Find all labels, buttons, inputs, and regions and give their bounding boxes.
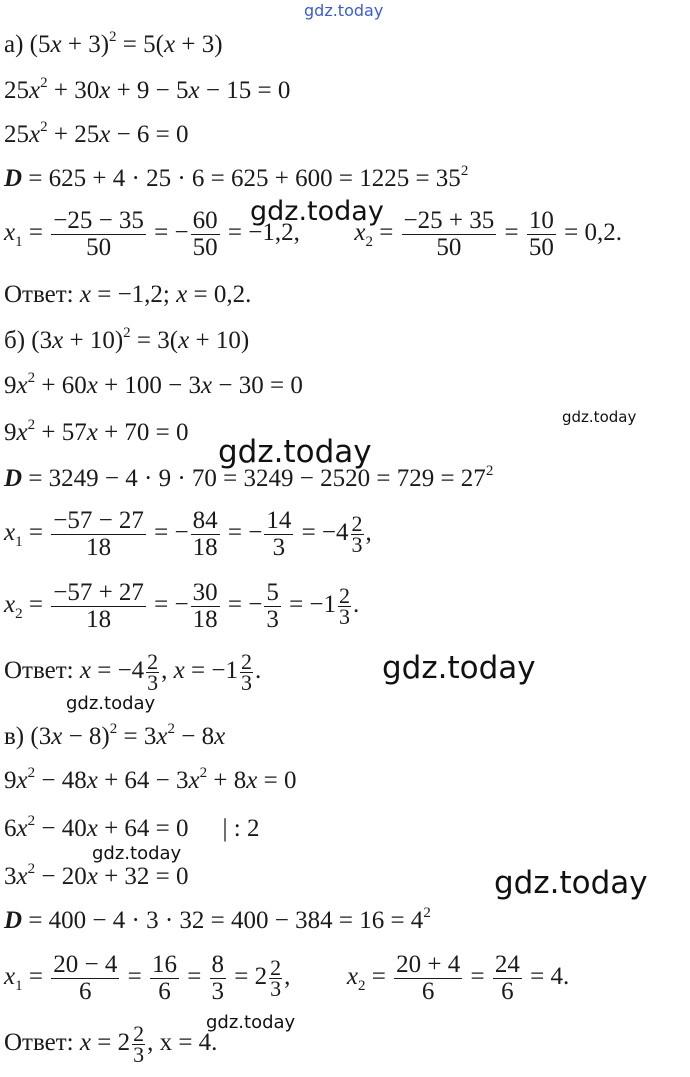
mixed-fraction: $\frac{2}{3}$ [133, 1021, 145, 1067]
fraction: $\frac{-25 + 35}{50}$ [403, 207, 495, 261]
fraction: $\frac{16}{6}$ [151, 951, 177, 1005]
part-v-answer: Ответ: x = 2 $\frac{2}{3}$ , x = 4. [4, 1021, 218, 1067]
part-a-discriminant: $D = 625 + 4 \cdot 25 \cdot 6 = 625 + 600 = 1225 = 35^2$ [4, 163, 469, 192]
watermark: gdz.today [382, 650, 536, 686]
mixed-fraction: $\frac{2}{3}$ [240, 649, 252, 695]
watermark: gdz.today [66, 693, 156, 714]
part-b-root1: $x_1$ = $\frac{-57 - 27}{18}$ = − $\frac{84}{18}$ = − $\frac{14}{3}$ = −4 $\frac{2}{3}$ , [4, 507, 372, 561]
part-v-step2: $6x^2 - 40x + 64 = 0$ | : 2 [4, 813, 260, 842]
fraction: $\frac{-25 - 35}{50}$ [53, 207, 144, 261]
watermark: gdz.today [218, 434, 372, 470]
part-a-step2: $25x^2 + 25x - 6 = 0$ [4, 119, 189, 148]
part-b-root2: $x_2$ = $\frac{-57 + 27}{18}$ = − $\frac{30}{18}$ = − $\frac{5}{3}$ = −1 $\frac{2}{3}$ . [4, 579, 360, 633]
part-a-step1: $25x^2 + 30x + 9 - 5x - 15 = 0$ [4, 75, 291, 104]
fraction: $\frac{14}{3}$ [266, 507, 292, 561]
part-v-roots: $x_1$ = $\frac{20 - 4}{6}$ = $\frac{16}{6}$ = $\frac{8}{3}$ = 2 $\frac{2}{3}$ , $x_2$ = $\frac{20 + 4}{6}$ = $\frac{24}{6}$ = 4. [4, 951, 570, 1005]
fraction: $\frac{60}{50}$ [192, 207, 218, 261]
mixed-fraction: $\frac{2}{3}$ [270, 955, 282, 1001]
part-v-step1: $9x^2 - 48x + 64 - 3x^2 + 8x = 0$ [4, 765, 297, 794]
mixed-fraction: $\frac{2}{3}$ [351, 511, 363, 557]
watermark: gdz.today [562, 408, 637, 426]
mixed-fraction: $\frac{2}{3}$ [147, 649, 159, 695]
watermark: gdz.today [92, 843, 182, 864]
mixed-fraction: $\frac{2}{3}$ [339, 583, 351, 629]
part-a-equation: а) $(5x + 3)^2 = 5(x + 3)$ [4, 29, 223, 58]
watermark: gdz.today [206, 1012, 296, 1033]
fraction: $\frac{-57 - 27}{18}$ [53, 507, 144, 561]
fraction: $\frac{30}{18}$ [192, 579, 218, 633]
divide-note: | : 2 [222, 815, 260, 842]
part-v-equation: в) $(3x - 8)^2 = 3x^2 - 8x$ [4, 721, 226, 750]
part-b-discriminant: $D = 3249 - 4 \cdot 9 \cdot 70 = 3249 - 2520 = 729 = 27^2$ [4, 463, 494, 492]
part-b-step1: $9x^2 + 60x + 100 - 3x - 30 = 0$ [4, 370, 303, 399]
fraction: $\frac{20 + 4}{6}$ [396, 951, 461, 1005]
part-b-step2: $9x^2 + 57x + 70 = 0$ [4, 417, 189, 446]
watermark: gdz.today [304, 1, 384, 20]
watermark: gdz.today [250, 196, 384, 227]
fraction: $\frac{5}{3}$ [266, 579, 279, 633]
fraction: $\frac{10}{50}$ [528, 207, 554, 261]
fraction: $\frac{24}{6}$ [494, 951, 520, 1005]
part-v-step3: $3x^2 - 20x + 32 = 0$ [4, 861, 189, 890]
fraction: $\frac{84}{18}$ [192, 507, 218, 561]
part-a-roots: $x_1$ = $\frac{-25 - 35}{50}$ = − $\frac{60}{50}$ = −1,2, $x_2$ = $\frac{-25 + 35}{50}$ = $\frac{10}{50}$ = 0,2. [4, 207, 622, 261]
part-b-equation: б) $(3x + 10)^2 = 3(x + 10)$ [4, 325, 250, 354]
part-v-discriminant: $D = 400 - 4 \cdot 3 \cdot 32 = 400 - 384 = 16 = 4^2$ [4, 905, 431, 934]
fraction: $\frac{8}{3}$ [211, 951, 225, 1005]
watermark: gdz.today [494, 865, 648, 901]
part-b-answer: Ответ: x = −4 $\frac{2}{3}$ , x = −1 $\frac{2}{3}$ . [4, 649, 262, 695]
fraction: $\frac{-57 + 27}{18}$ [53, 579, 144, 633]
part-a-answer: Ответ: x = −1,2; x = 0,2. [4, 281, 252, 308]
fraction: $\frac{20 - 4}{6}$ [53, 951, 118, 1005]
